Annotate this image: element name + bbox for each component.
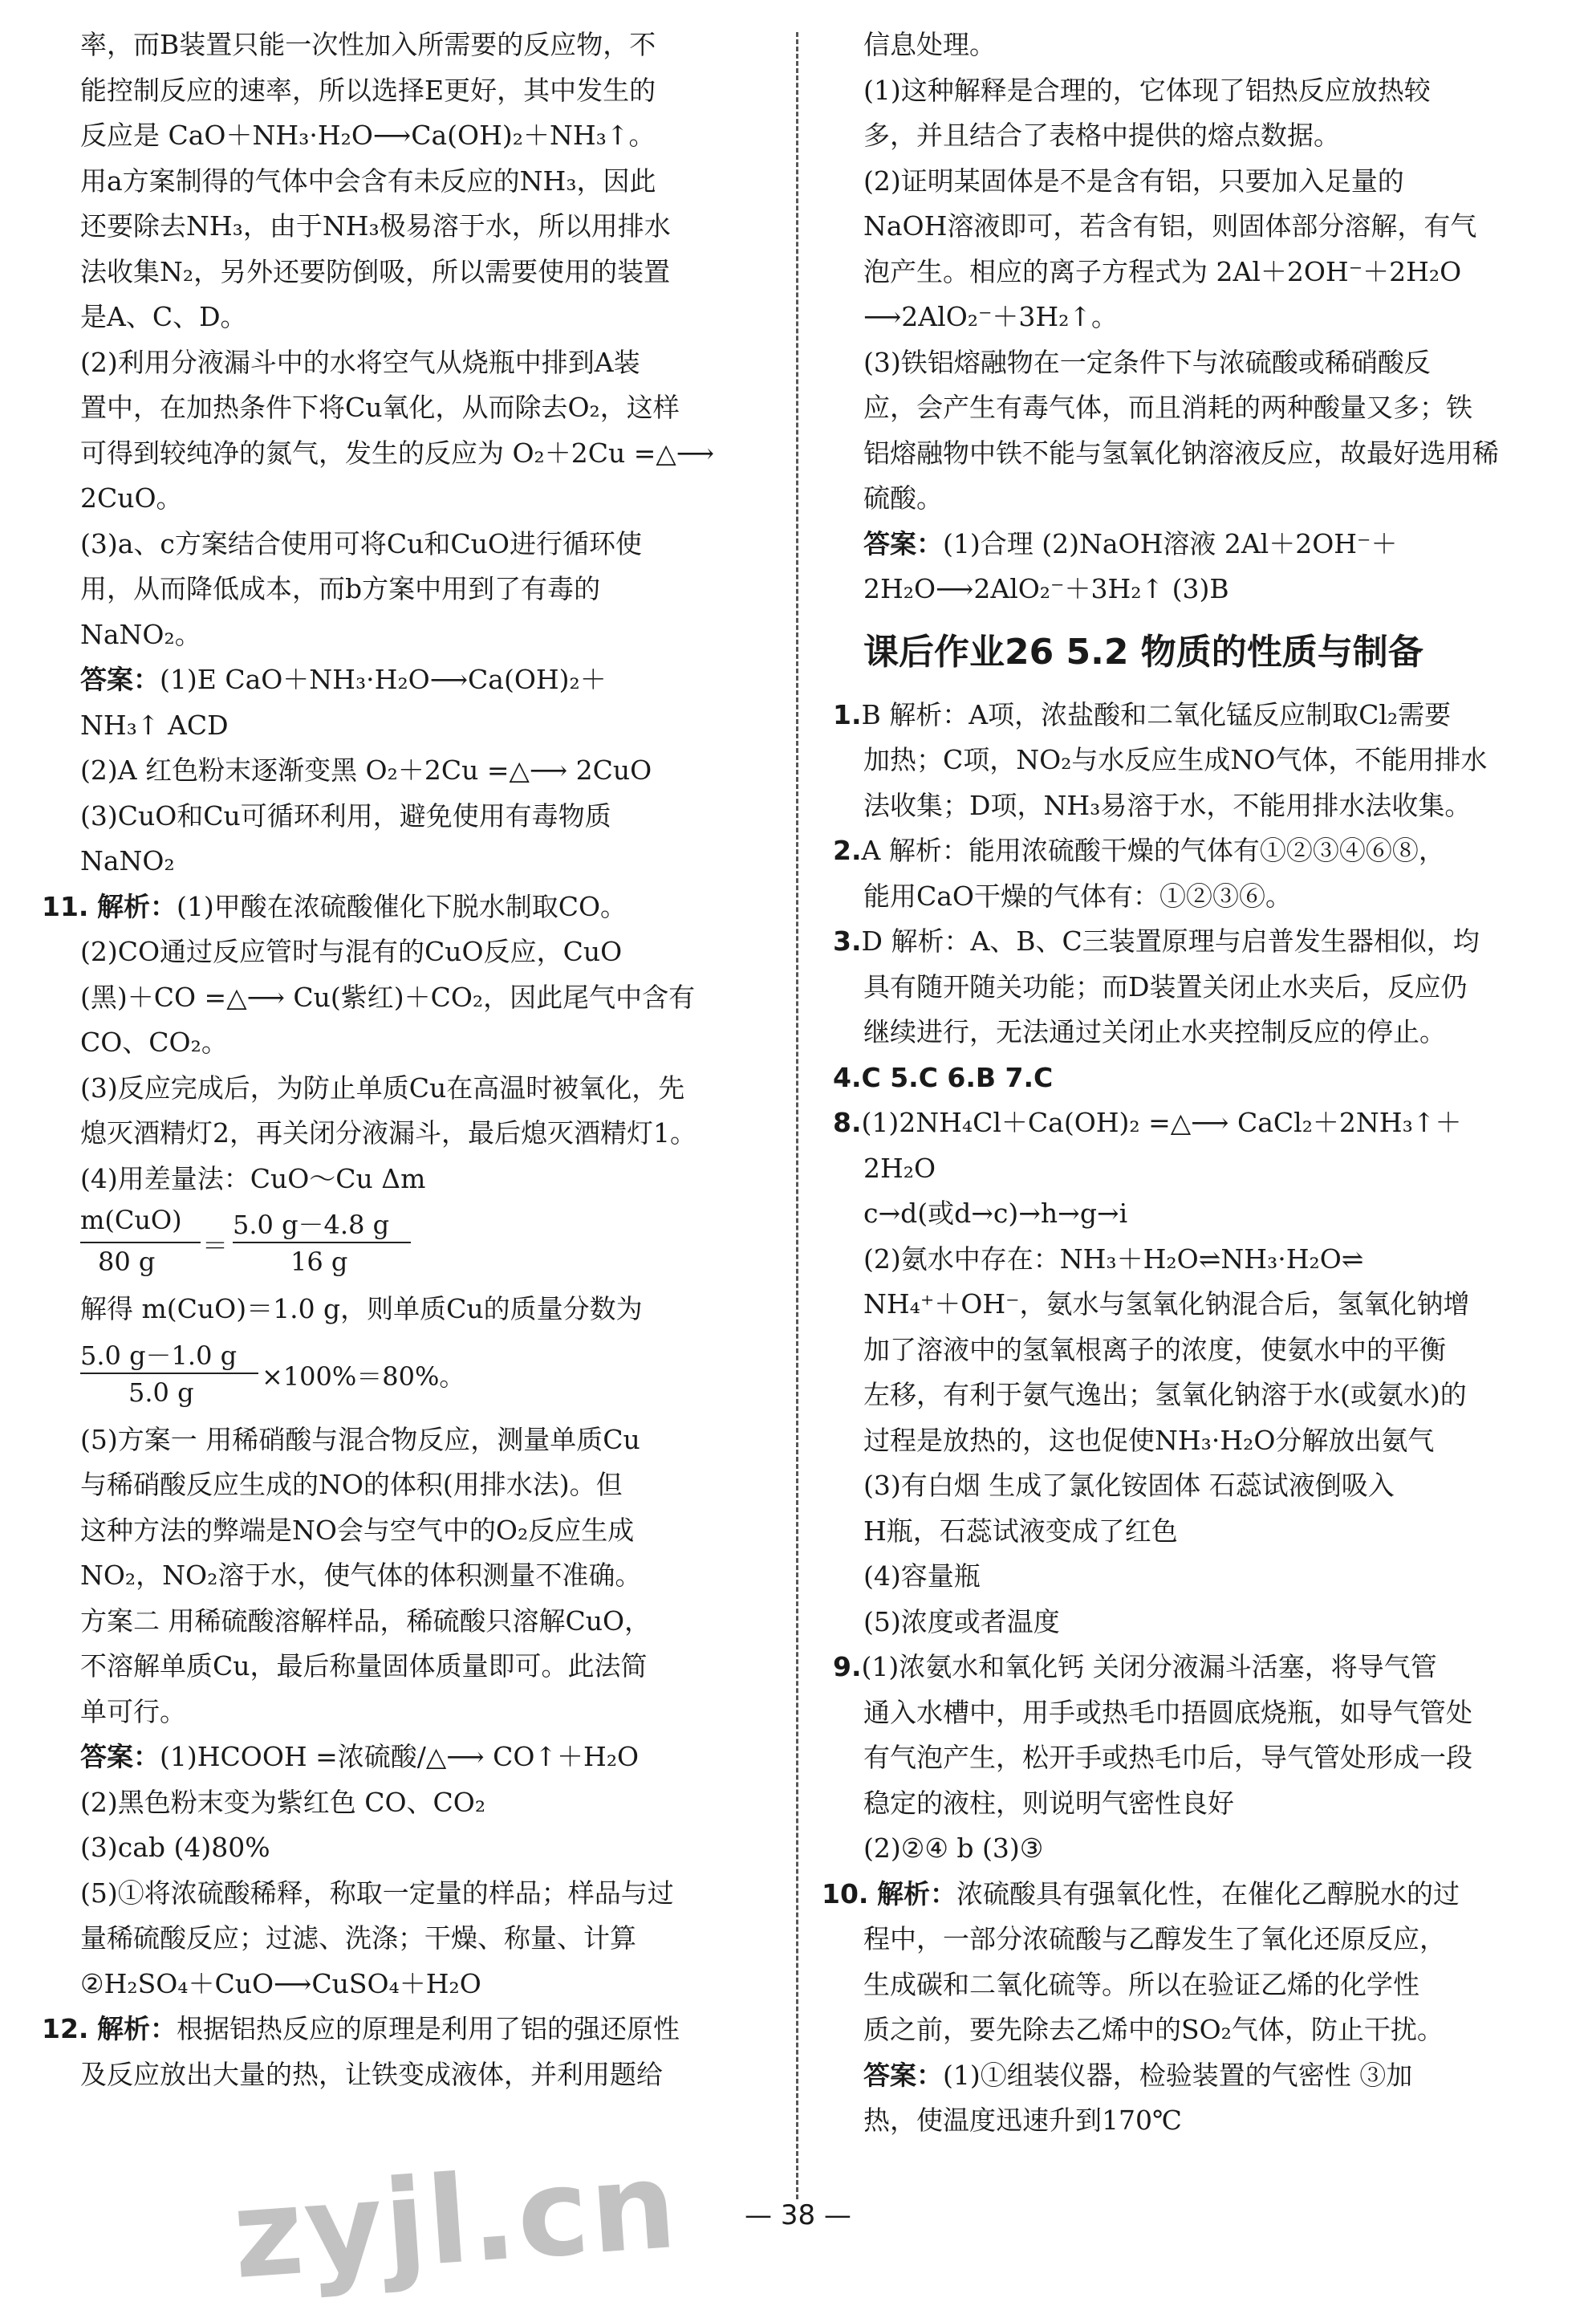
fraction-numerator: 5.0 g－4.8 g <box>233 1210 390 1240</box>
text-line: 根据铝热反应的原理是利用了铝的强还原性 <box>176 2013 680 2044</box>
text-line: (1)甲酸在浓硫酸催化下脱水制取CO。 <box>176 890 627 922</box>
text-line: (4)容量瓶 <box>863 1560 981 1592</box>
text-line: 浓硫酸具有强氧化性，在催化乙醇脱水的过 <box>956 1877 1460 1909</box>
text-line: 解得 m(CuO)＝1.0 g，则单质Cu的质量分数为 <box>80 1293 643 1324</box>
q11 <box>42 885 772 1735</box>
q3 <box>833 919 1555 1055</box>
fraction-bar <box>80 1373 258 1374</box>
text-line: (1)合理 (2)NaOH溶液 2Al＋2OH⁻＋ <box>943 527 1398 559</box>
text-line: 信息处理。 <box>863 29 996 60</box>
text-line: (3)有白烟 生成了氯化铵固体 石蕊试液倒吸入 <box>863 1470 1395 1501</box>
section-heading: 课后作业26 5.2 物质的性质与制备 <box>863 631 1423 673</box>
text-line: 能用CaO干燥的气体有：①②③⑥。 <box>863 880 1292 912</box>
text-line: NaNO₂。 <box>80 618 201 650</box>
text-line: 与稀硝酸反应生成的NO的体积(用排水法)。但 <box>80 1469 623 1500</box>
equals-sign: ＝ <box>202 1230 229 1261</box>
answer-label: 答案： <box>863 2059 943 2091</box>
text-line: 反应是 CaO＋NH₃·H₂O⟶Ca(OH)₂＋NH₃↑。 <box>80 120 656 151</box>
right-column <box>822 22 1555 2144</box>
text-line: (2)CO通过反应管时与混有的CuO反应，CuO <box>80 936 623 967</box>
fraction-denominator: 80 g <box>98 1247 156 1277</box>
text-line: 用，从而降低成本，而b方案中用到了有毒的 <box>80 573 601 604</box>
text-line: (2)氨水中存在：NH₃＋H₂O⇌NH₃·H₂O⇌ <box>863 1242 1364 1275</box>
text-line: (1)浓氨水和氧化钙 关闭分液漏斗活塞，将导气管 <box>861 1651 1437 1682</box>
left-column <box>42 22 772 2097</box>
q4-7-answers: 4.C 5.C 6.B 7.C <box>833 1061 1054 1093</box>
text-line: (2)证明某固体是不是含有铝，只要加入足量的 <box>863 165 1404 197</box>
answer-label: 答案： <box>80 664 160 695</box>
q11-answer <box>80 1735 772 2007</box>
fraction-numerator: m(CuO) <box>80 1205 182 1235</box>
text-line: 生成碳和二氧化硫等。所以在验证乙烯的化学性 <box>863 1968 1419 2000</box>
text-line: 是A、C、D。 <box>80 301 247 332</box>
text-line: 能控制反应的速率，所以选择E更好，其中发生的 <box>80 74 656 106</box>
text-line: ②H₂SO₄＋CuO⟶CuSO₄＋H₂O <box>80 1967 481 1999</box>
question-number: 11. <box>42 890 89 922</box>
text-line: 2H₂O <box>863 1152 936 1184</box>
text-line: 稳定的液柱，则说明气密性良好 <box>863 1787 1234 1819</box>
explanation-label: 解析： <box>96 2013 177 2044</box>
answer-label: 答案： <box>80 1741 160 1772</box>
text-line: 2H₂O⟶2AlO₂⁻＋3H₂↑ (3)B <box>863 573 1229 604</box>
text-line: 法收集；D项，NH₃易溶于水，不能用排水法收集。 <box>863 789 1472 821</box>
text-line: NaNO₂ <box>80 845 175 876</box>
fraction-bar <box>233 1242 411 1243</box>
text-line: 铝熔融物中铁不能与氢氧化钠溶液反应，故最好选用稀 <box>863 437 1499 469</box>
text-line: CO、CO₂。 <box>80 1027 228 1058</box>
question-number: 10. <box>822 1877 869 1909</box>
text-line: H瓶，石蕊试液变成了红色 <box>863 1515 1178 1547</box>
fraction-rest: ×100%＝80%。 <box>262 1360 465 1392</box>
q9 <box>833 1645 1555 1872</box>
text-line: NH₄⁺＋OH⁻，氨水与氢氧化钠混合后，氢氧化钠增 <box>863 1288 1470 1320</box>
q8 <box>833 1100 1555 1645</box>
text-line: 及反应放出大量的热，让铁变成液体，并利用题给 <box>80 2058 663 2090</box>
fraction-denominator: 16 g <box>290 1247 348 1277</box>
text-line: (1)HCOOH =浓硫酸/△⟶ CO↑＋H₂O <box>160 1741 640 1772</box>
q1 <box>833 693 1555 829</box>
text-line: 多，并且结合了表格中提供的熔点数据。 <box>863 120 1340 151</box>
text-line: (3)cab (4)80% <box>80 1832 270 1863</box>
text-line: 加热；C项，NO₂与水反应生成NO气体，不能用排水 <box>863 744 1488 775</box>
column-divider <box>796 32 798 2199</box>
fraction-denominator: 5.0 g <box>128 1377 194 1408</box>
text-line: 置中，在加热条件下将Cu氧化，从而除去O₂，这样 <box>80 392 680 423</box>
text-line: 这种方法的弊端是NO会与空气中的O₂反应生成 <box>80 1514 635 1546</box>
text-line: (2)②④ b (3)③ <box>863 1832 1044 1864</box>
text-line: (2)利用分液漏斗中的水将空气从烧瓶中排到A装 <box>80 346 640 378</box>
text-line: A 解析：能用浓硫酸干燥的气体有①②③④⑥⑧， <box>861 835 1445 866</box>
text-line: 熄灭酒精灯2，再关闭分液漏斗，最后熄灭酒精灯1。 <box>80 1117 696 1149</box>
question-number: 9. <box>833 1651 862 1682</box>
text-line: (1)E CaO＋NH₃·H₂O⟶Ca(OH)₂＋ <box>160 664 607 695</box>
question-number: 12. <box>42 2013 89 2044</box>
watermark: zyjl.cn <box>228 2135 683 2306</box>
text-line: 加了溶液中的氢氧根离子的浓度，使氨水中的平衡 <box>863 1333 1446 1365</box>
fraction-equation-2 <box>80 1332 772 1417</box>
text-line: (2)A 红色粉末逐渐变黑 O₂＋2Cu =△⟶ 2CuO <box>80 754 652 786</box>
text-line: 有气泡产生，松开手或热毛巾后，导气管处形成一段 <box>863 1742 1472 1773</box>
q12-answer <box>863 522 1555 612</box>
text-line: (1)2NH₄Cl＋Ca(OH)₂ =△⟶ CaCl₂＋2NH₃↑＋ <box>861 1107 1462 1138</box>
text-line: 质之前，要先除去乙烯中的SO₂气体，防止干扰。 <box>863 2014 1444 2045</box>
text-line: NH₃↑ ACD <box>80 709 229 741</box>
fraction-bar <box>80 1242 201 1243</box>
question-number: 2. <box>833 835 862 866</box>
text-line: (1)这种解释是合理的，它体现了铝热反应放热较 <box>863 74 1431 106</box>
fraction-equation-1 <box>80 1202 772 1287</box>
text-line: 率，而B装置只能一次性加入所需要的反应物，不 <box>80 29 656 60</box>
text-line: 热，使温度迅速升到170℃ <box>863 2105 1182 2136</box>
text-line: (3)CuO和Cu可循环利用，避免使用有毒物质 <box>80 799 611 832</box>
question-number: 1. <box>833 698 862 730</box>
explanation-label: 解析： <box>876 1877 956 1909</box>
text-line: 不溶解单质Cu，最后称量固体质量即可。此法简 <box>80 1650 648 1682</box>
fraction-numerator: 5.0 g－1.0 g <box>80 1340 238 1371</box>
q12-explanation-cont <box>863 22 1555 522</box>
text-line: 过程是放热的，这也促使NH₃·H₂O分解放出氨气 <box>863 1424 1435 1456</box>
text-line: 继续进行，无法通过关闭止水夹控制反应的停止。 <box>863 1016 1446 1047</box>
text-line: 法收集N₂，另外还要防倒吸，所以需要使用的装置 <box>80 255 671 287</box>
text-line: 可得到较纯净的氮气，发生的反应为 O₂＋2Cu =△⟶ <box>80 437 715 469</box>
text-line: (3)铁铝熔融物在一定条件下与浓硫酸或稀硝酸反 <box>863 346 1431 378</box>
q10-answer <box>80 657 772 885</box>
text-line: D 解析：A、B、C三装置原理与启普发生器相似，均 <box>861 925 1480 957</box>
q10-explanation-cont <box>80 22 772 657</box>
text-line: 应，会产生有毒气体，而且消耗的两种酸量又多；铁 <box>863 392 1472 423</box>
text-line: (3)a、c方案结合使用可将Cu和CuO进行循环使 <box>80 527 642 559</box>
text-line: 2CuO。 <box>80 482 183 514</box>
text-line: (3)反应完成后，为防止单质Cu在高温时被氧化，先 <box>80 1072 685 1104</box>
text-line: 程中，一部分浓硫酸与乙醇发生了氧化还原反应， <box>863 1923 1446 1954</box>
text-line: 方案二 用稀硫酸溶解样品，稀硫酸只溶解CuO， <box>80 1604 652 1637</box>
text-line: (2)黑色粉末变为紫红色 CO、CO₂ <box>80 1786 486 1818</box>
q2 <box>833 828 1555 919</box>
text-line: 硫酸。 <box>863 482 943 514</box>
text-line: 单可行。 <box>80 1695 186 1727</box>
text-line: 左移，有利于氨气逸出；氢氧化钠溶于水(或氨水)的 <box>863 1379 1467 1410</box>
text-line: NO₂，NO₂溶于水，使气体的体积测量不准确。 <box>80 1560 642 1591</box>
question-number: 3. <box>833 925 862 957</box>
text-line: (5)方案一 用稀硝酸与混合物反应，测量单质Cu <box>80 1423 640 1455</box>
text-line: 还要除去NH₃，由于NH₃极易溶于水，所以用排水 <box>80 210 671 242</box>
text-line: (4)用差量法：CuO～Cu Δm <box>80 1162 426 1194</box>
text-line: (5)①将浓硫酸稀释，称取一定量的样品；样品与过 <box>80 1877 674 1909</box>
text-line: 通入水槽中，用手或热毛巾捂圆底烧瓶，如导气管处 <box>863 1696 1472 1728</box>
text-line: 量稀硫酸反应；过滤、洗涤；干燥、称量、计算 <box>80 1922 636 1954</box>
page-number: — 38 — <box>745 2199 851 2231</box>
text-line: 泡产生。相应的离子方程式为 2Al＋2OH⁻＋2H₂O <box>863 255 1462 287</box>
q12 <box>42 2007 772 2097</box>
text-line: (1)①组装仪器，检验装置的气密性 ③加 <box>943 2059 1413 2091</box>
text-line: c→d(或d→c)→h→g→i <box>863 1198 1128 1229</box>
text-line: 具有随开随关功能；而D装置关闭止水夹后，反应仍 <box>863 970 1468 1003</box>
text-line: B 解析：A项，浓盐酸和二氧化锰反应制取Cl₂需要 <box>861 698 1452 730</box>
text-line: NaOH溶液即可，若含有铝，则固体部分溶解，有气 <box>863 210 1477 242</box>
text-line: ⟶2AlO₂⁻＋3H₂↑。 <box>863 301 1119 332</box>
question-number: 8. <box>833 1107 862 1138</box>
answer-label: 答案： <box>863 527 943 559</box>
q10 <box>822 1872 1555 2144</box>
text-line: (5)浓度或者温度 <box>863 1605 1060 1637</box>
text-line: 用a方案制得的气体中会含有未反应的NH₃，因此 <box>80 165 656 197</box>
text-line: (黑)＋CO =△⟶ Cu(紫红)＋CO₂，因此尾气中含有 <box>80 981 696 1013</box>
explanation-label: 解析： <box>96 890 177 922</box>
